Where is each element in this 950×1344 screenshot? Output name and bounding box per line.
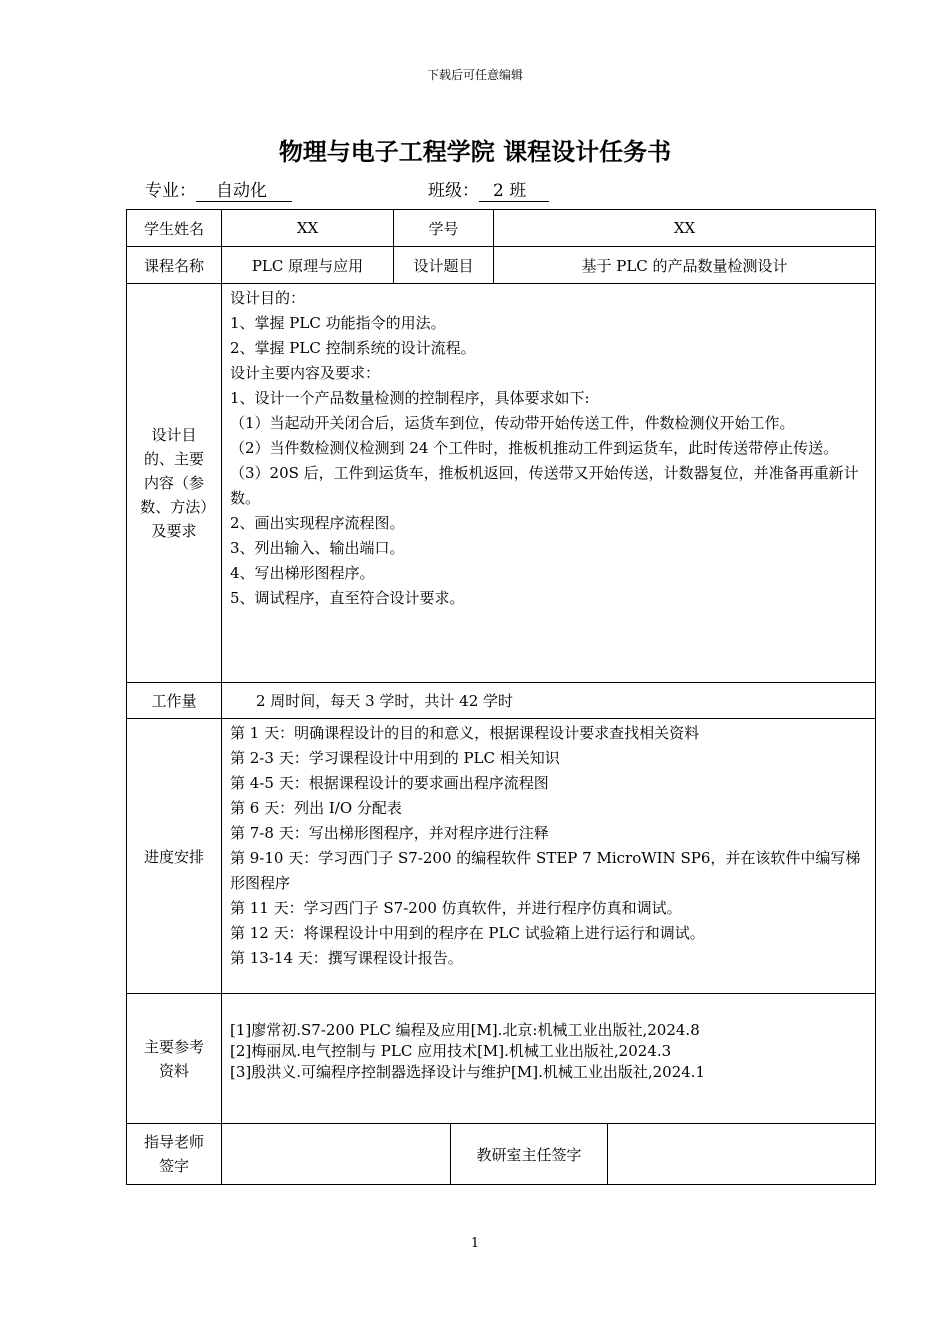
workload-value: 2 周时间，每天 3 学时，共计 42 学时 — [222, 683, 876, 719]
course-name-value: PLC 原理与应用 — [222, 247, 394, 284]
schedule-line: 第 6 天：列出 I/O 分配表 — [230, 799, 402, 817]
schedule-line: 第 12 天：将课程设计中用到的程序在 PLC 试验箱上进行运行和调试。 — [230, 924, 705, 942]
schedule-line: 第 11 天：学习西门子 S7-200 仿真软件，并进行程序仿真和调试。 — [230, 899, 682, 917]
class-value: 2 班 — [479, 181, 549, 202]
page-title: 物理与电子工程学院 课程设计任务书 — [278, 138, 672, 166]
header-note: 下载后可任意编辑 — [426, 68, 523, 82]
topic-label: 设计题目 — [394, 247, 494, 284]
table-row — [127, 683, 876, 719]
advisor-signature-label: 指导老师签字 — [127, 1124, 222, 1185]
purpose-line: 2、画出实现程序流程图。 — [230, 514, 405, 532]
purpose-line: 设计目的： — [230, 289, 306, 307]
schedule-line: 第 9-10 天：学习西门子 S7-200 的编程软件 STEP 7 MicroWIN SP6，并在该软件中编写梯形图程序 — [230, 849, 861, 892]
purpose-label: 设计目的、主要内容（参数、方法）及要求 — [127, 284, 222, 683]
student-name-label: 学生姓名 — [127, 210, 222, 247]
schedule-line: 第 7-8 天：写出梯形图程序，并对程序进行注释 — [230, 824, 549, 842]
purpose-line: 4、写出梯形图程序。 — [230, 564, 375, 582]
table-row — [127, 994, 876, 1124]
major-value: 自动化 — [196, 181, 292, 202]
director-signature-label: 教研室主任签字 — [451, 1124, 608, 1185]
topic-value: 基于 PLC 的产品数量检测设计 — [494, 247, 876, 284]
table-row — [127, 284, 876, 683]
purpose-line: 3、列出输入、输出端口。 — [230, 539, 405, 557]
page-number: 1 — [470, 1236, 480, 1251]
schedule-line: 第 1 天：明确课程设计的目的和意义，根据课程设计要求查找相关资料 — [230, 724, 700, 742]
table-row — [127, 719, 876, 994]
student-id-value: XX — [494, 210, 876, 247]
purpose-line: 2、掌握 PLC 控制系统的设计流程。 — [230, 339, 476, 357]
schedule-label: 进度安排 — [127, 719, 222, 994]
schedule-line: 第 13-14 天：撰写课程设计报告。 — [230, 949, 463, 967]
student-id-label: 学号 — [394, 210, 494, 247]
references-content — [222, 994, 876, 1124]
purpose-line: 5、调试程序，直至符合设计要求。 — [230, 589, 465, 607]
course-name-label: 课程名称 — [127, 247, 222, 284]
student-name-value: XX — [222, 210, 394, 247]
table-row — [127, 210, 876, 247]
purpose-line: （2）当件数检测仪检测到 24 个工件时，推板机推动工件到运货车，此时传送带停止传送。 — [230, 439, 839, 457]
reference-item: [3]殷洪义.可编程序控制器选择设计与维护[M].机械工业出版社,2024.1 — [230, 1063, 706, 1081]
purpose-line: （1）当起动开关闭合后，运货车到位，传动带开始传送工件，件数检测仪开始工作。 — [230, 414, 795, 432]
reference-item: [2]梅丽凤.电气控制与 PLC 应用技术[M].机械工业出版社,2024.3 — [230, 1042, 672, 1060]
class-field — [428, 176, 549, 202]
advisor-signature-field[interactable] — [222, 1124, 451, 1185]
purpose-line: 设计主要内容及要求： — [230, 364, 381, 382]
class-label: 班级： — [428, 181, 479, 201]
director-signature-field[interactable] — [608, 1124, 876, 1185]
major-label: 专业： — [145, 181, 196, 201]
schedule-line: 第 2-3 天：学习课程设计中用到的 PLC 相关知识 — [230, 749, 560, 767]
workload-label: 工作量 — [127, 683, 222, 719]
purpose-line: （3）20S 后，工件到运货车，推板机返回，传送带又开始传送，计数器复位，并准备再重新计数。 — [230, 464, 859, 507]
schedule-line: 第 4-5 天：根据课程设计的要求画出程序流程图 — [230, 774, 549, 792]
table-row — [127, 1124, 876, 1185]
references-label: 主要参考资料 — [127, 994, 222, 1124]
reference-item: [1]廖常初.S7-200 PLC 编程及应用[M].北京:机械工业出版社,2024.8 — [230, 1021, 700, 1039]
purpose-content — [222, 284, 876, 683]
schedule-content — [222, 719, 876, 994]
purpose-line: 1、掌握 PLC 功能指令的用法。 — [230, 314, 446, 332]
task-table — [126, 209, 876, 1185]
table-row — [127, 247, 876, 284]
major-field — [145, 176, 292, 202]
purpose-line: 1、设计一个产品数量检测的控制程序，具体要求如下: — [230, 389, 590, 407]
